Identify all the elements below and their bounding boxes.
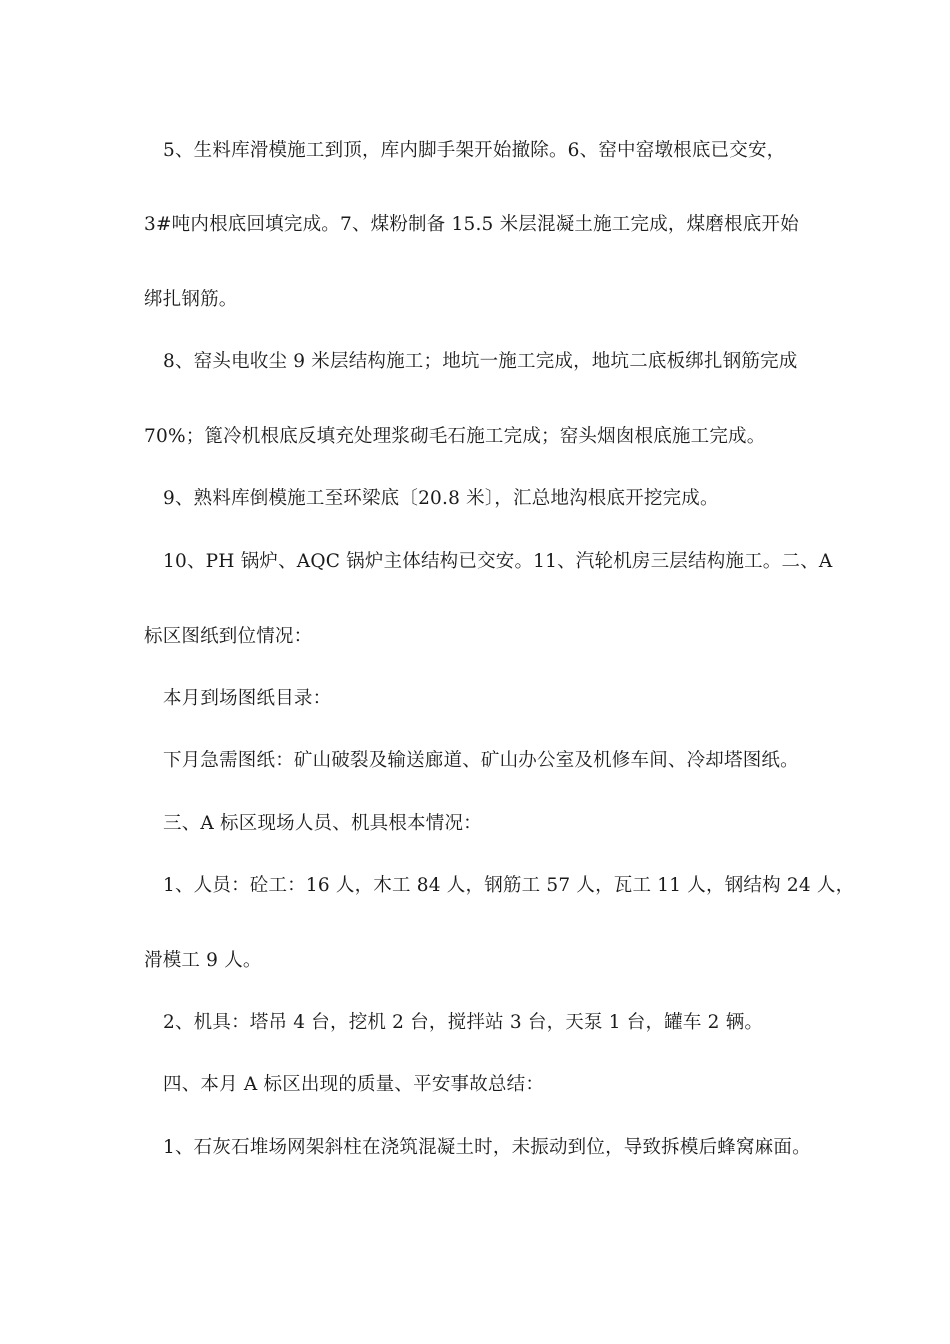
text-line-9: 本月到场图纸目录： [163, 688, 332, 709]
text-line-8: 标区图纸到位情况： [144, 626, 313, 647]
text-line-5: 70%；篦冷机根底反填充处理浆砌毛石施工完成；窑头烟囱根底施工完成。 [144, 426, 766, 447]
text-line-15: 四、本月 A 标区出现的质量、平安事故总结： [163, 1074, 545, 1095]
text-line-13: 滑模工 9 人。 [144, 950, 262, 971]
text-line-1: 5、生料库滑模施工到顶，库内脚手架开始撤除。6、窑中窑墩根底已交安， [163, 140, 786, 161]
text-line-3: 绑扎钢筋。 [144, 289, 238, 310]
text-line-12: 1、人员：砼工：16 人，木工 84 人，钢筋工 57 人，瓦工 11 人，钢结构 24 人， [163, 875, 855, 896]
text-line-2: 3#吨内根底回填完成。7、煤粉制备 15.5 米层混凝土施工完成，煤磨根底开始 [144, 214, 799, 235]
text-line-6: 9、熟料库倒模施工至环梁底〔20.8 米〕，汇总地沟根底开挖完成。 [163, 488, 719, 509]
text-line-14: 2、机具：塔吊 4 台，挖机 2 台，搅拌站 3 台，天泵 1 台，罐车 2 辆。 [163, 1012, 764, 1033]
text-line-10: 下月急需图纸：矿山破裂及输送廊道、矿山办公室及机修车间、冷却塔图纸。 [163, 750, 799, 771]
text-line-4: 8、窑头电收尘 9 米层结构施工；地坑一施工完成，地坑二底板绑扎钢筋完成 [163, 351, 798, 372]
text-line-16: 1、石灰石堆场网架斜柱在浇筑混凝土时，未振动到位，导致拆模后蜂窝麻面。 [163, 1137, 811, 1158]
text-line-11: 三、A 标区现场人员、机具根本情况： [163, 813, 482, 834]
text-line-7: 10、PH 锅炉、AQC 锅炉主体结构已交安。11、汽轮机房三层结构施工。二、A [163, 551, 833, 572]
